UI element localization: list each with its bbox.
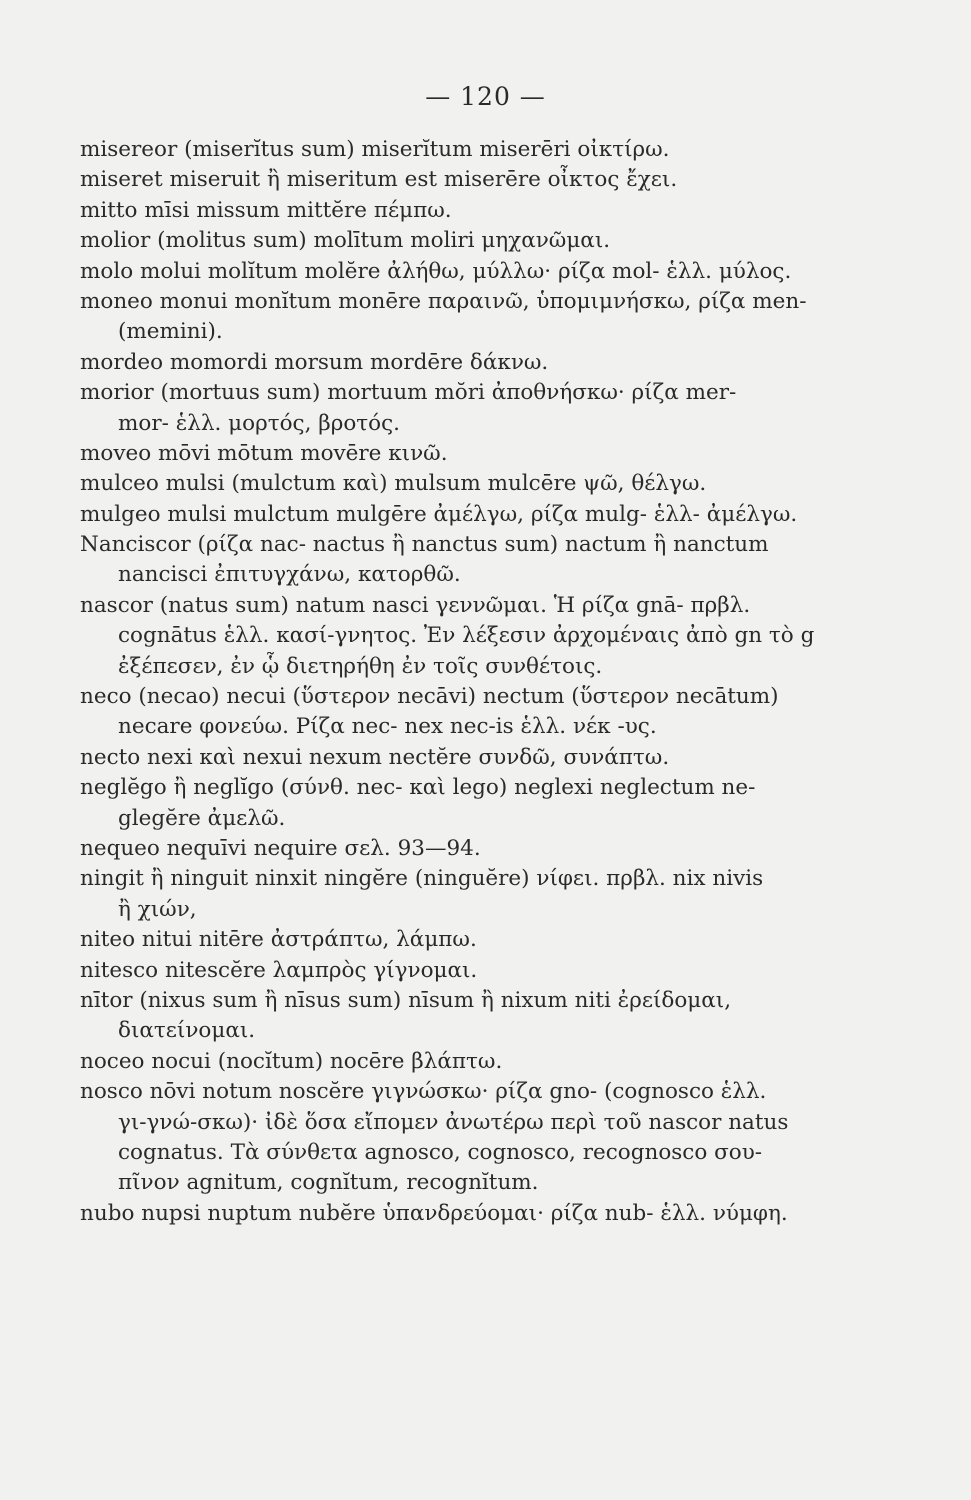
text-line: nubo nupsi nuptum nubĕre ὑπανδρεύομαι· ρίζα nub- ἑλλ. νύμφη. xyxy=(80,1200,788,1226)
text-line: glegĕre ἀμελῶ. xyxy=(118,805,286,831)
text-line: mulgeo mulsi mulctum mulgēre ἀμέλγω, ρίζα mulg- ἑλλ- ἀμέλγω. xyxy=(80,501,798,527)
text-line: neco (necao) necui (ὕστερον necāvi) nectum (ὕστερον necātum) xyxy=(80,684,779,710)
text-line: miseret miseruit ἢ miseritum est miserēre οἶκτος ἔχει. xyxy=(80,167,678,193)
text-line: cognatus. Τὰ σύνθετα agnosco, cognosco, recognosco σου- xyxy=(118,1139,763,1165)
text-line: misereor (miserĭtus sum) miserĭtum miserēri οἰκτίρω. xyxy=(80,137,670,162)
text-line: nītor (nixus sum ἢ nīsus sum) nīsum ἢ nixum niti ἐρείδομαι, xyxy=(80,987,732,1013)
text-line: moveo mōvi mōtum movēre κινῶ. xyxy=(80,440,448,466)
text-line: nequeo nequīvi nequire σελ. 93—94. xyxy=(80,835,481,861)
text-line: πῖνον agnitum, cognĭtum, recognĭtum. xyxy=(118,1170,539,1196)
text-line: nosco nōvi notum noscĕre γιγνώσκω· ρίζα gno- (cognosco ἑλλ. xyxy=(80,1079,767,1105)
text-line: Nanciscor (ρίζα nac- nactus ἢ nanctus sum) nactum ἢ nanctum xyxy=(80,532,769,558)
text-line: nancisci ἐπιτυγχάνω, κατορθῶ. xyxy=(118,562,461,588)
text-line: ἢ χιών, xyxy=(118,896,197,922)
text-line: mitto mīsi missum mittĕre πέμπω. xyxy=(80,197,452,223)
text-line: nitesco nitescĕre λαμπρὸς γίγνομαι. xyxy=(80,957,478,983)
text-line: διατείνομαι. xyxy=(118,1018,256,1044)
text-line: necare φονεύω. Ρίζα nec- nex nec-is ἑλλ. νέκ -υς. xyxy=(118,714,657,740)
text-line: molior (molitus sum) molītum moliri μηχανῶμαι. xyxy=(80,228,611,254)
text-line: ἐξέπεσεν, ἐν ᾧ διετηρήθη ἐν τοῖς συνθέτοις. xyxy=(118,653,603,679)
text-line: ningit ἢ ninguit ninxit ningĕre (ninguĕre) νίφει. πρβλ. nix nivis xyxy=(80,866,764,892)
text-line: moneo monui monĭtum monēre παραινῶ, ὑπομιμνήσκω, ρίζα men- xyxy=(80,288,807,314)
text-line: neglĕgo ἢ neglĭgo (σύνθ. nec- καὶ lego) neglexi neglectum ne- xyxy=(80,775,756,801)
text-line: γι-γνώ-σκω)· ἰδὲ ὅσα εἴπομεν ἀνωτέρω περὶ τοῦ nascor natus xyxy=(118,1109,789,1135)
page-number: — 120 — xyxy=(425,82,546,111)
text-line: cognātus ἑλλ. κασί-γνητος. Ἐν λέξεσιν ἀρχομέναις ἀπὸ gn τὸ g xyxy=(118,623,815,649)
text-line: necto nexi καὶ nexui nexum nectĕre συνδῶ, συνάπτω. xyxy=(80,744,670,770)
text-line: morior (mortuus sum) mortuum mŏri ἀποθνήσκω· ρίζα mer- xyxy=(80,380,737,406)
text-line: mordeo momordi morsum mordēre δάκνω. xyxy=(80,349,549,375)
dictionary-entries xyxy=(80,135,908,1229)
text-line: (memini). xyxy=(118,319,223,345)
text-line: nascor (natus sum) natum nasci γεννῶμαι. Ἡ ρίζα gnā- πρβλ. xyxy=(80,592,751,618)
text-line: noceo nocui (nocĭtum) nocēre βλάπτω. xyxy=(80,1048,503,1074)
text-line: mor- ἑλλ. μορτός, βροτός. xyxy=(118,410,400,436)
text-line: niteo nitui nitēre ἀστράπτω, λάμπω. xyxy=(80,927,477,953)
text-line: mulceo mulsi (mulctum καὶ) mulsum mulcēre ψῶ, θέλγω. xyxy=(80,471,707,497)
text-line: molo molui molĭtum molĕre ἀλήθω, μύλλω· ρίζα mol- ἑλλ. μύλος. xyxy=(80,258,792,284)
